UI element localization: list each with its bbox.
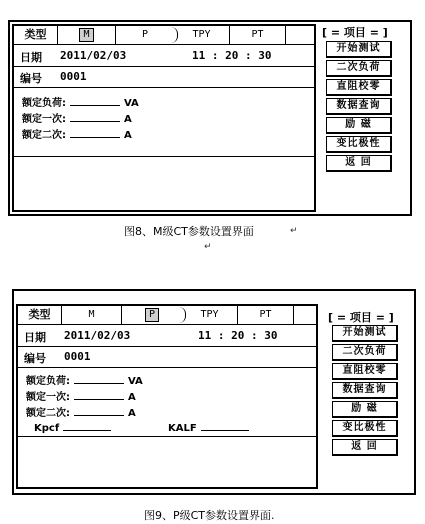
kpcf-field[interactable]	[34, 421, 115, 434]
date-label: 日期	[24, 331, 46, 344]
id-row	[18, 347, 316, 368]
date-value: 2011/02/03	[64, 329, 131, 342]
rated-burden-field[interactable]	[26, 372, 143, 387]
figure1-tabbar	[14, 26, 314, 45]
content-divider	[18, 436, 316, 437]
excitation-button[interactable]: 励 磁	[326, 117, 392, 134]
start-test-button[interactable]: 开始测试	[326, 41, 392, 58]
date-label: 日期	[20, 51, 42, 64]
kalf-label: KALF	[168, 423, 197, 434]
content-divider	[14, 156, 314, 157]
rated-burden-label: 额定负荷:	[26, 376, 70, 387]
tab-p[interactable]: P	[122, 306, 182, 324]
return-button[interactable]: 返 回	[332, 439, 398, 456]
rated-burden-unit: VA	[128, 376, 143, 387]
rated-burden-unit: VA	[124, 98, 139, 109]
id-value: 0001	[60, 70, 87, 83]
rated-secondary-field[interactable]	[26, 404, 136, 419]
dc-resistance-zero-button[interactable]: 直阻校零	[332, 363, 398, 380]
figure2-caption: 图9、P级CT参数设置界面.	[144, 509, 275, 522]
figure2-main-panel	[16, 304, 318, 489]
tab-tpy[interactable]: TPY	[174, 26, 230, 44]
rated-primary-label: 额定一次:	[22, 114, 66, 125]
rated-primary-field[interactable]	[26, 388, 136, 403]
id-label: 编号	[20, 72, 42, 85]
secondary-burden-button[interactable]: 二次负荷	[326, 60, 392, 77]
return-button[interactable]: 返 回	[326, 155, 392, 172]
secondary-burden-button[interactable]: 二次负荷	[332, 344, 398, 361]
date-value: 2011/02/03	[60, 49, 127, 62]
tab-type-label: 类型	[18, 306, 62, 324]
figure1-main-panel	[12, 24, 316, 212]
id-row	[14, 67, 314, 88]
rated-primary-unit: A	[124, 114, 132, 125]
rated-burden-field[interactable]	[22, 94, 139, 109]
return-mark-2: ↵	[204, 242, 212, 252]
rated-secondary-field[interactable]	[22, 126, 132, 141]
data-query-button[interactable]: 数据查询	[332, 382, 398, 399]
excitation-button[interactable]: 励 磁	[332, 401, 398, 418]
tab-type-label: 类型	[14, 26, 58, 44]
rated-primary-label: 额定一次:	[26, 392, 70, 403]
id-label: 编号	[24, 352, 46, 365]
tab-tpy[interactable]: TPY	[182, 306, 238, 324]
tab-pt[interactable]: PT	[230, 26, 286, 44]
rated-primary-field[interactable]	[22, 110, 132, 125]
time-value: 11 : 20 : 30	[192, 49, 272, 62]
ratio-polarity-button[interactable]: 变比极性	[326, 136, 392, 153]
data-query-button[interactable]: 数据查询	[326, 98, 392, 115]
time-value: 11 : 20 : 30	[198, 329, 278, 342]
date-row	[18, 326, 316, 347]
dc-resistance-zero-button[interactable]: 直阻校零	[326, 79, 392, 96]
tab-m[interactable]: M	[62, 306, 122, 324]
figure1-caption: 图8、M级CT参数设置界面	[124, 225, 254, 238]
rated-secondary-label: 额定二次:	[26, 408, 70, 419]
ratio-polarity-button[interactable]: 变比极性	[332, 420, 398, 437]
tab-p[interactable]: P	[116, 26, 174, 44]
id-value: 0001	[64, 350, 91, 363]
menu-title: [ = 项目 = ]	[322, 26, 388, 39]
start-test-button[interactable]: 开始测试	[332, 325, 398, 342]
tab-pt[interactable]: PT	[238, 306, 294, 324]
return-mark-1: ↵	[290, 226, 298, 236]
figure2-screen	[12, 289, 416, 495]
figure1-screen	[8, 20, 412, 216]
rated-secondary-label: 额定二次:	[22, 130, 66, 141]
menu-title: [ = 项目 = ]	[328, 311, 394, 324]
kalf-field[interactable]	[168, 421, 253, 434]
rated-burden-label: 额定负荷:	[22, 98, 66, 109]
rated-secondary-unit: A	[124, 130, 132, 141]
date-row	[14, 46, 314, 67]
tab-m[interactable]: M	[58, 26, 116, 44]
rated-secondary-unit: A	[128, 408, 136, 419]
rated-primary-unit: A	[128, 392, 136, 403]
kpcf-label: Kpcf	[34, 423, 60, 434]
figure2-tabbar	[18, 306, 316, 325]
